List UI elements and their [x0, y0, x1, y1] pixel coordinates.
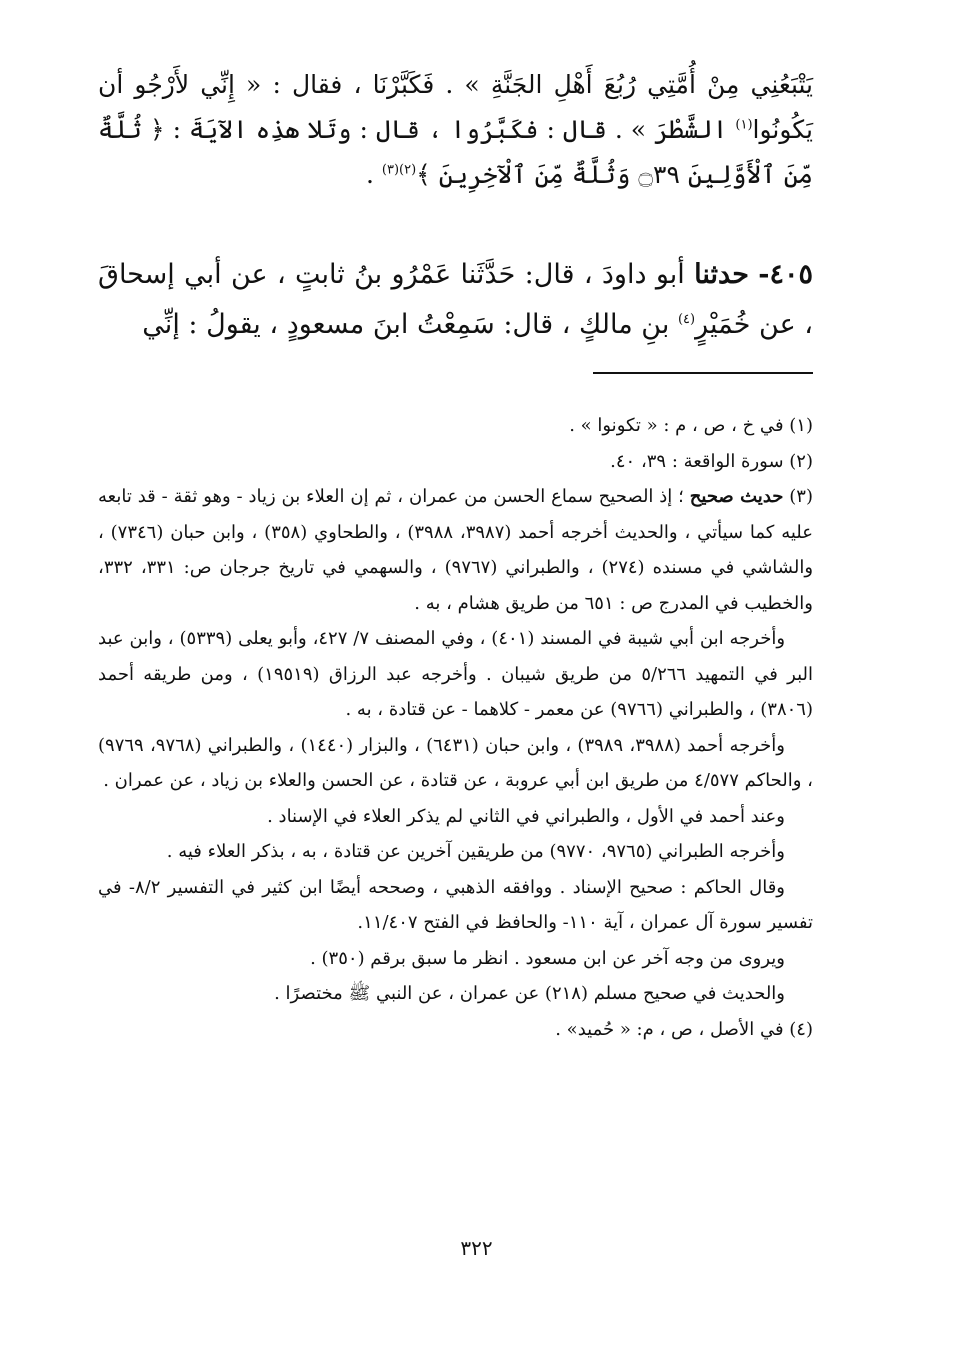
hadith-paragraph [98, 250, 813, 350]
main-line-3: مِّنَ ٱلْآخِرِينَ ﴾ [416, 160, 564, 189]
footnote-3-text: ؛ إذ الصحيح سماع الحسن من عمران ، ثم إن العلاء بن زياد - وهو ثقة - قد تابعه عليه كما سيأتي ، والحديث أخرجه أحمد (٣٩٨٧، ٣٩٨٨) ، والطحاوي (٣٥٨) ، وابن حبان (٧٣٤٦) ، والشاشي في مسنده (٢٧٤) ، والطبراني (٩٧٦٧) ، والسهمي في تاريخ جرجان ص: ٣٣١، ٣٣٢، والخطيب في المدرج ص : ٦٥١ من طريق هشام ، به . [98, 486, 814, 614]
footnote-4: (٤) في الأصل ، ص ، م: « حُميد» . [555, 1018, 813, 1040]
hadith-number: ٤٠٥- [758, 259, 813, 290]
footnote-divider [593, 372, 813, 374]
footnote-ref-4: (٤) [677, 312, 696, 327]
footnote-3 [98, 479, 813, 621]
footnote-3-paragraph-8: والحديث في صحيح مسلم (٢١٨) عن عمران ، عن النبي ﷺ مختصرًا . [274, 983, 785, 1004]
footnotes [98, 408, 813, 1047]
main-line [98, 62, 813, 197]
footnote-ref-1: (١) [735, 117, 753, 133]
hadith-lead: حدثنا [694, 259, 749, 290]
footnote-3-paragraph-3: وأخرجه أحمد (٣٩٨٨، ٣٩٨٩) ، وابن حبان (٦٤٣١) ، والبزار (١٤٤٠) ، والطبراني (٩٧٦٨، ٩٧٦٩) ، والحاكم ٤/٥٧٧ من طريق ابن أبي عروبة ، عن قتادة ، عن الحسن والعلاء بن زياد ، عن عمران . [98, 734, 813, 791]
page-number: ٣٢٢ [460, 1236, 493, 1260]
footnote-3-label: (٣) [789, 486, 813, 507]
footnote-3-paragraph-7: ويروى من وجه آخر عن ابن مسعود . انظر ما سبق برقم (٣٥٠) . [310, 947, 785, 969]
footnote-1: (١) في خ ، ص ، م : « تكونوا » . [569, 415, 813, 436]
footnote-3-paragraph-5: وأخرجه الطبراني (٩٧٦٥، ٩٧٧٠) من طريقين آخرين عن قتادة ، به ، بذكر العلاء فيه . [166, 841, 785, 862]
hadith-text-1: أبو داودَ ، قال: حَدَّثَنا عَمْرُو بنُ ثابتٍ ، عن أبي إسحاقَ ، عن خُمَيْرٍ [98, 259, 813, 340]
main-line-3-end: . [365, 160, 382, 189]
hadith-405 [98, 250, 813, 350]
hadith-text-2: بنِ مالكٍ ، قال: سَمِعْتُ ابنَ مسعودٍ ، يقولُ : إنِّي [142, 309, 678, 340]
main-text [98, 62, 813, 197]
main-line-2: الشَّطْرَ » . قال : فكَبَّرُوا ، قال : وتَلا هذِه الآيَةَ : ﴿ ثُلَّةٌ مِّنَ ٱلْأَوَّلِينَ ۝٣٩ وَثُلَّةٌ [98, 115, 813, 189]
footnote-3-paragraph-2: وأخرجه ابن أبي شيبة في المسند (٤٠١) ، وفي المصنف ٧/ ٤٢٧، وأبو يعلى (٥٣٣٩) ، وابن عبد البر في التمهيد ٥/٢٦٦ من طريق شيبان . وأخرجه عبد الرزاق (١٩٥١٩) ، ومن طريقه أحمد (٣٨٠٦) ، والطبراني (٩٧٦٦) عن معمر - كلاهما - عن قتادة ، به . [98, 628, 814, 720]
footnote-3-verdict: حديث صحيح [689, 486, 784, 507]
footnote-3-paragraph-6: وقال الحاكم : صحيح الإسناد . ووافقه الذهبي ، وصححه أيضًا ابن كثير في التفسير ٨/٢- في تفسير سورة آل عمران ، آية ١١٠- والحافظ في الفتح ١١/٤٠٧. [98, 876, 813, 933]
main-line-1: يَتْبَعُنِي مِنْ أُمَّتِي رُبُعَ أَهْلِ الجَنَّةِ » . فَكَبَّرْنَا ، فقال : « إِنِّي لأَرْجُو أن يَكُونُوا [98, 70, 814, 144]
footnote-ref-2-3: (٢)(٣) [381, 162, 417, 178]
footnote-3-paragraph-4: وعند أحمد في الأول ، والطبراني في الثاني لم يذكر العلاء في الإسناد . [267, 805, 785, 827]
footnote-2: (٢) سورة الواقعة : ٣٩، ٤٠. [610, 450, 813, 472]
